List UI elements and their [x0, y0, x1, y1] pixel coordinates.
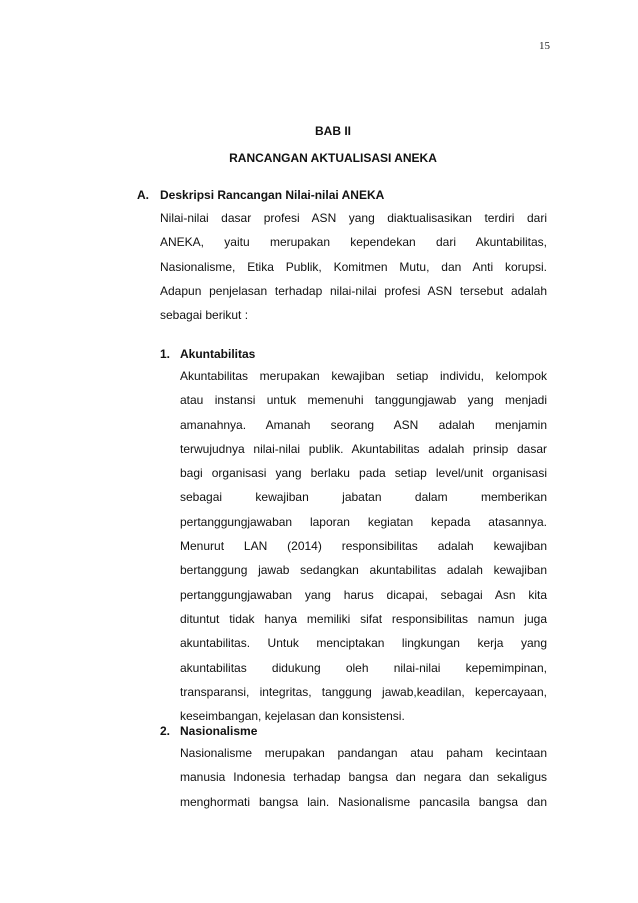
section-title: Deskripsi Rancangan Nilai-nilai ANEKA — [160, 188, 385, 202]
chapter-number: BAB II — [315, 124, 351, 138]
intro-line: sebagai berikut : — [160, 308, 249, 323]
item-number: 2. — [160, 724, 171, 738]
body-line: Nasionalisme merupakan pandangan atau paham kecintaan — [180, 746, 547, 760]
body-line: menghormati bangsa lain. Nasionalisme pancasila bangsa dan — [180, 794, 547, 809]
body-line: terwujudnya nilai-nilai publik. Akuntabilitas adalah prinsip dasar — [180, 441, 547, 456]
intro-paragraph — [160, 206, 547, 327]
item-title: Nasionalisme — [180, 724, 258, 738]
item-number: 1. — [160, 347, 171, 361]
body-line: manusia Indonesia terhadap bangsa dan negara dan sekaligus — [180, 770, 547, 785]
body-line: atau instansi untuk memenuhi tanggungjawab yang menjadi — [180, 393, 547, 408]
body-line: transparansi, integritas, tanggung jawab,keadilan, kepercayaan, — [180, 684, 547, 699]
item-heading-akuntabilitas — [160, 347, 255, 361]
body-line: pertanggungjawaban yang harus dicapai, sebagai Asn kita — [180, 587, 547, 602]
item-heading-nasionalisme — [160, 724, 257, 738]
item-body-akuntabilitas — [180, 364, 547, 728]
body-line: bagi organisasi yang berlaku pada setiap level/unit organisasi — [180, 466, 547, 481]
body-line: akuntabilitas. Untuk menciptakan lingkungan kerja yang — [180, 636, 547, 651]
section-heading — [137, 188, 384, 202]
page-number: 15 — [539, 40, 550, 52]
body-line: amanahnya. Amanah seorang ASN adalah menjamin — [180, 417, 547, 432]
intro-line: ANEKA, yaitu merupakan kependekan dari Akuntabilitas, — [160, 235, 547, 250]
body-line: sebagai kewajiban jabatan dalam memberikan — [180, 490, 547, 505]
body-line: pertanggungjawaban laporan kegiatan kepada atasannya. — [180, 514, 547, 529]
intro-line: Nasionalisme, Etika Publik, Komitmen Mutu, dan Anti korupsi. — [160, 259, 547, 274]
intro-line: Adapun penjelasan terhadap nilai-nilai profesi ASN tersebut adalah — [160, 283, 547, 298]
body-line: akuntabilitas didukung oleh nilai-nilai kepemimpinan, — [180, 660, 547, 675]
body-line: keseimbangan, kejelasan dan konsistensi. — [180, 709, 405, 724]
chapter-title: RANCANGAN AKTUALISASI ANEKA — [229, 151, 437, 165]
item-title: Akuntabilitas — [180, 347, 256, 361]
item-body-nasionalisme — [180, 741, 547, 814]
body-line: dituntut tidak hanya memiliki sifat responsibilitas namun juga — [180, 611, 547, 626]
body-line: Menurut LAN (2014) responsibilitas adalah kewajiban — [180, 539, 547, 554]
section-letter: A. — [137, 188, 149, 202]
intro-line: Nilai-nilai dasar profesi ASN yang diaktualisasikan terdiri dari — [160, 211, 547, 225]
body-line: bertanggung jawab sedangkan akuntabilitas adalah kewajiban — [180, 563, 547, 578]
body-line: Akuntabilitas merupakan kewajiban setiap individu, kelompok — [180, 369, 547, 383]
